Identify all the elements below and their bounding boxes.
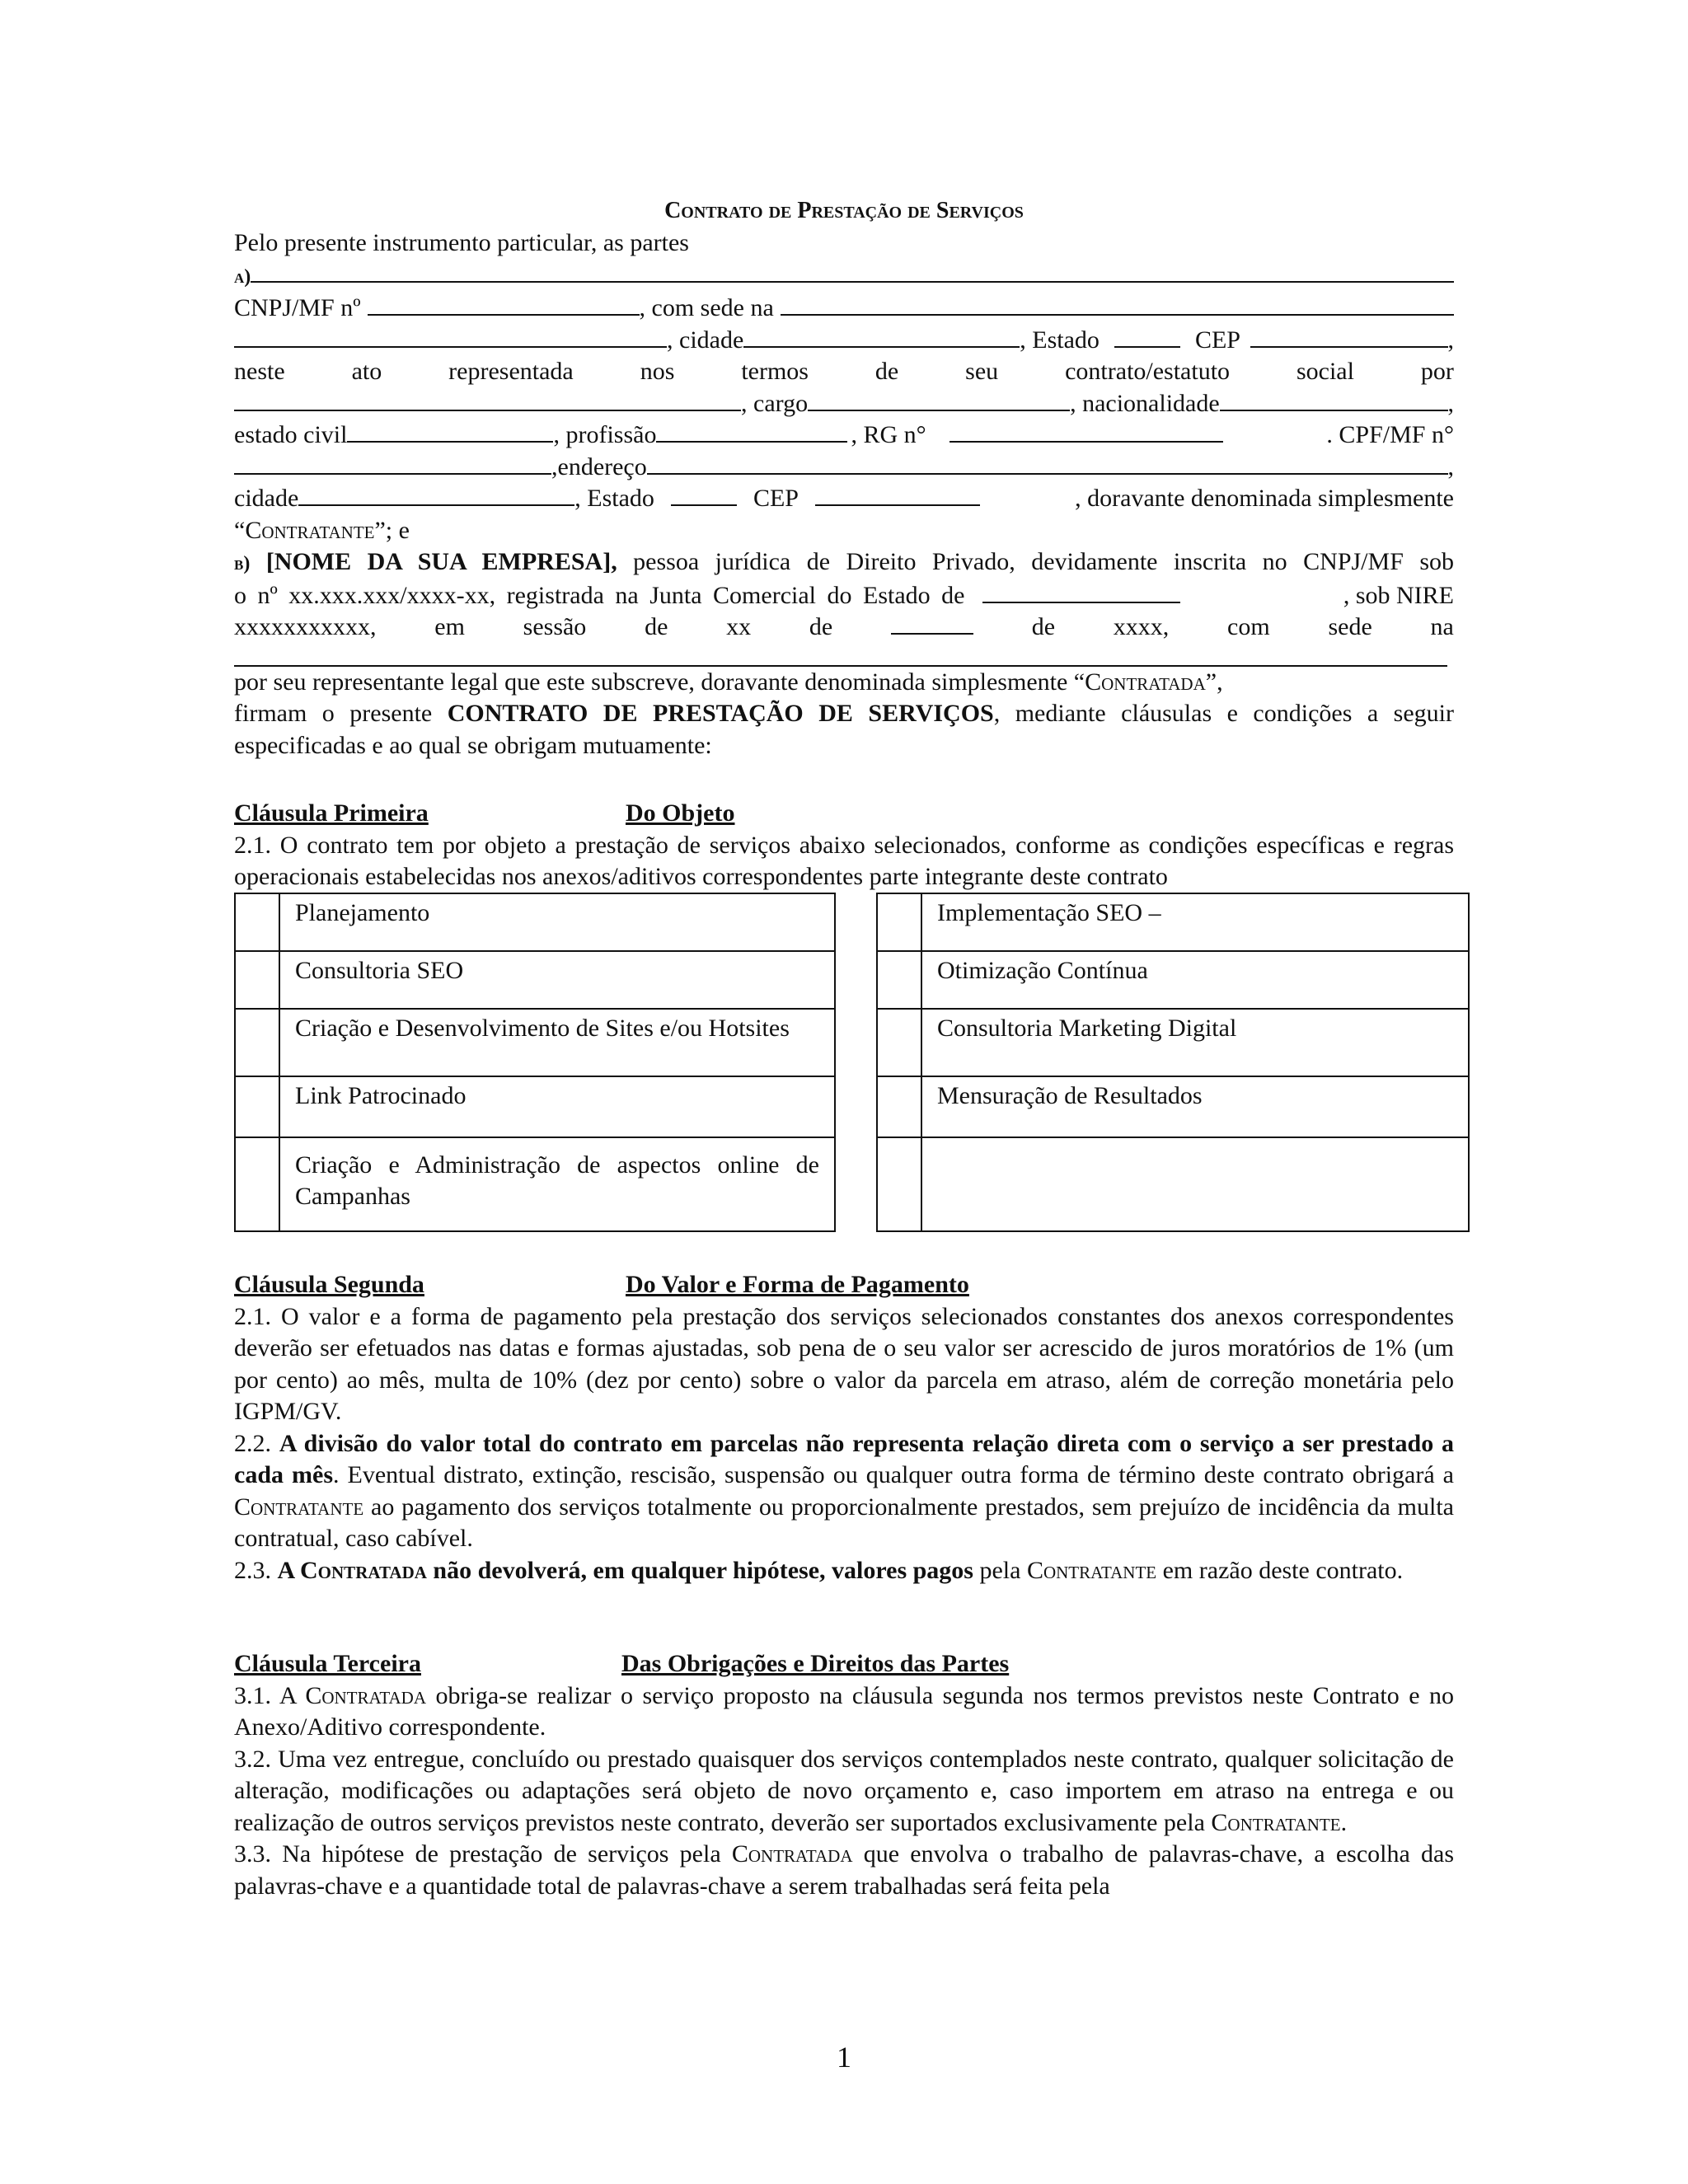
cpf-label: . CPF/MF n°: [1326, 421, 1454, 448]
word: de: [809, 613, 833, 640]
cnpj-label: CNPJ/MF nº: [234, 294, 361, 321]
party-a-name-field[interactable]: [251, 260, 1454, 283]
firmam-text: , mediante cláusulas e condições a seguir especificadas e ao qual se obrigam mutuamente:: [234, 700, 1454, 759]
clause-1: [234, 798, 1454, 893]
word: social: [1296, 358, 1354, 385]
services-table-left: [234, 893, 836, 1232]
bold-text: não devolverá, em qualquer hipótese, valores pagos: [426, 1556, 973, 1584]
service-label: Otimização Contínua: [921, 951, 1469, 1009]
paragraph-number: 2.3.: [234, 1556, 278, 1584]
quote: “: [234, 516, 246, 544]
party-b-line3: [234, 612, 1454, 644]
clause-label: Cláusula Primeira: [234, 799, 429, 827]
estado-field[interactable]: [671, 483, 737, 506]
party-b-line1: [234, 546, 1454, 580]
word: xxxx,: [1113, 613, 1170, 640]
representative-name-field[interactable]: [234, 388, 741, 411]
estado-civil-field[interactable]: [347, 419, 553, 443]
company-name: [NOME DA SUA EMPRESA],: [265, 548, 617, 575]
rg-field[interactable]: [950, 419, 1223, 443]
paragraph-text: . Eventual distrato, extinção, rescisão, suspensão ou qualquer outra forma de término deste contrato obrigará a: [333, 1461, 1454, 1488]
denomination-text: , doravante denominada simplesmente: [1075, 485, 1454, 512]
word: sessão: [523, 613, 587, 640]
service-label: Criação e Administração de aspectos online de Campanhas: [279, 1137, 835, 1231]
party-b-sede-line: [234, 644, 1454, 667]
contratada-term: Contratada: [1085, 668, 1206, 696]
paragraph-text: em razão deste contrato.: [1156, 1556, 1404, 1584]
civil-line: [234, 419, 1454, 452]
word: de: [874, 358, 899, 385]
word: contrato/estatuto: [1065, 358, 1231, 385]
quote-close: ”; e: [374, 516, 410, 544]
clause-title: Do Objeto: [626, 799, 735, 827]
bold-text: A: [277, 1556, 301, 1584]
service-label: Consultoria SEO: [279, 951, 835, 1009]
estado-junta-field[interactable]: [982, 580, 1180, 603]
party-b-marker: b): [234, 553, 251, 574]
party-b-text: o nº xx.xxx.xxx/xxxx-xx, registrada na Junta Comercial do Estado de: [234, 581, 965, 609]
service-label: [921, 1137, 1469, 1231]
cargo-label: , cargo: [741, 389, 809, 417]
address-field[interactable]: [234, 325, 667, 348]
paragraph-text: .: [1340, 1808, 1348, 1836]
service-label: Mensuração de Resultados: [921, 1076, 1469, 1137]
cidade-field[interactable]: [298, 483, 574, 506]
estado-civil-label: estado civil: [234, 421, 348, 448]
word: de: [1031, 613, 1056, 640]
word: termos: [741, 358, 809, 385]
address-line: [234, 452, 1454, 484]
word: xxxxxxxxxxx,: [234, 613, 377, 640]
contract-name: CONTRATO DE PRESTAÇÃO DE SERVIÇOS: [447, 700, 994, 727]
clause-title: Do Valor e Forma de Pagamento: [626, 1271, 969, 1298]
paragraph-number: 2.2.: [234, 1429, 279, 1457]
cep-label: CEP: [753, 485, 799, 512]
service-checkbox[interactable]: [877, 1009, 921, 1076]
comma: ,: [1447, 389, 1454, 417]
clause-title: Das Obrigações e Direitos das Partes: [621, 1650, 1010, 1677]
sede-field[interactable]: [781, 293, 1454, 316]
service-checkbox[interactable]: [877, 1137, 921, 1231]
service-checkbox[interactable]: [235, 893, 279, 951]
clause-2: [234, 1269, 1454, 1586]
profissao-field[interactable]: [656, 419, 847, 443]
paragraph-text: ao pagamento dos serviços totalmente ou proporcionalmente prestados, sem prejuízo de incidência da multa contratual, caso cabível.: [234, 1493, 1454, 1552]
service-checkbox[interactable]: [235, 1137, 279, 1231]
party-b-representative-line: [234, 667, 1454, 699]
comma: ,: [1447, 326, 1454, 354]
estado-field[interactable]: [1114, 325, 1180, 348]
document-title: Contrato de Prestação de Serviços: [664, 198, 1024, 223]
city-denomination-line: [234, 483, 1454, 515]
representative-line: [234, 388, 1454, 420]
service-checkbox[interactable]: [235, 1076, 279, 1137]
party-a-marker: a): [234, 265, 251, 288]
service-checkbox[interactable]: [877, 951, 921, 1009]
word: por: [1420, 358, 1454, 385]
contratante-term: Contratante: [234, 1493, 364, 1521]
clause-1-heading: [234, 798, 1454, 830]
word: neste: [234, 358, 285, 385]
word: de: [645, 613, 668, 640]
page-number: 1: [837, 2041, 851, 2074]
contratante-term: Contratante: [245, 516, 375, 544]
paragraph-text: 3.2. Uma vez entregue, concluído ou prestado quaisquer dos serviços contemplados neste contrato, qualquer solicitação de alteração, modificações ou adaptações será objeto de novo orçamento e, caso importem em atraso na entrega e ou realização de outros serviços previstos neste contrato, deverão ser suportados exclusivamente pela: [234, 1745, 1454, 1836]
estado-label: , Estado: [574, 485, 654, 512]
service-label: Implementação SEO –: [921, 893, 1469, 951]
nacionalidade-label: , nacionalidade: [1070, 389, 1220, 417]
contratada-term: Contratada: [300, 1556, 427, 1584]
comma: ,: [1447, 452, 1454, 480]
nacionalidade-field[interactable]: [1220, 388, 1448, 411]
endereco-label: ,endereço: [551, 452, 647, 480]
paragraph-text: 3.3. Na hipótese de prestação de serviços pela: [234, 1840, 732, 1868]
service-label: Link Patrocinado: [279, 1076, 835, 1137]
clause-3-paragraph-3: [234, 1839, 1454, 1902]
cnpj-field[interactable]: [368, 293, 640, 316]
cidade-field[interactable]: [743, 325, 1020, 348]
parties-section: [234, 227, 1454, 762]
service-checkbox[interactable]: [877, 893, 921, 951]
nire-label: , sob NIRE: [1343, 581, 1454, 609]
clause-2-paragraph-2: [234, 1428, 1454, 1555]
word: representada: [448, 358, 574, 385]
firmam-text: firmam o presente: [234, 700, 448, 727]
service-checkbox[interactable]: [235, 951, 279, 1009]
word: seu: [965, 358, 999, 385]
endereco-field[interactable]: [647, 452, 1448, 475]
clause-2-paragraph-1: 2.1. O valor e a forma de pagamento pela prestação dos serviços selecionados constantes dos anexos correspondentes deverão ser efetuados nas datas e formas ajustadas, sob pena de o seu valor ser acrescido de juros moratórios de 1% (um por cento) ao mês, multa de 10% (dez por cento) sobre o valor da parcela em atraso, além de correção monetária pelo IGPM/GV.: [234, 1302, 1454, 1425]
clause-3: [234, 1648, 1454, 1902]
clause-2-paragraph-3: [234, 1555, 1454, 1587]
rg-label: , RG n°: [851, 421, 926, 448]
cidade-label: , cidade: [667, 326, 744, 354]
paragraph-text: 3.1. A: [234, 1681, 306, 1709]
party-b-line2: [234, 580, 1454, 612]
estado-label: , Estado: [1020, 326, 1100, 354]
party-b-text: por seu representante legal que este subscreve, doravante denominada simplesmente “: [234, 668, 1085, 696]
service-label: Planejamento: [279, 893, 835, 951]
month-field[interactable]: [891, 612, 973, 635]
profissao-label: , profissão: [553, 421, 657, 448]
word: sede: [1328, 613, 1372, 640]
bold-text: A divisão do valor total do contrato em parcelas não representa relação direta com o serviço a ser prestado a cada mês: [234, 1429, 1455, 1488]
word: na: [1430, 613, 1454, 640]
services-table-right: [876, 893, 1470, 1232]
service-checkbox[interactable]: [235, 1009, 279, 1076]
cargo-field[interactable]: [808, 388, 1070, 411]
clause-2-heading: [234, 1269, 1454, 1301]
party-b-text: ”,: [1205, 668, 1223, 696]
paragraph-text: pela: [973, 1556, 1027, 1584]
clause-3-heading: [234, 1648, 1454, 1680]
word: em: [434, 613, 465, 640]
party-b-sede-field[interactable]: [234, 644, 1447, 667]
word: com: [1227, 613, 1270, 640]
cep-field[interactable]: [815, 483, 980, 506]
cep-field[interactable]: [1250, 325, 1448, 348]
sede-label: , com sede na: [639, 294, 774, 321]
contratada-term: Contratada: [305, 1681, 426, 1709]
word: ato: [351, 358, 382, 385]
intro-text: Pelo presente instrumento particular, as partes: [234, 229, 689, 256]
paragraph-text: que envolva o trabalho de palavras-chave, a escolha das palavras-chave e a quantidade total de palavras-chave a serem trabalhadas será feita pela: [234, 1840, 1454, 1900]
party-a-city-line: [234, 325, 1454, 357]
clause-label: Cláusula Terceira: [234, 1650, 421, 1677]
clause-1-paragraph: 2.1. O contrato tem por objeto a prestação de serviços abaixo selecionados, conforme as condições específicas e regras operacionais estabelecidas nos anexos/aditivos correspondentes parte integrante deste contrato: [234, 831, 1454, 890]
representation-line: [234, 356, 1454, 388]
party-a-line: [234, 260, 1454, 293]
word: xx: [726, 613, 752, 640]
contratante-line: [234, 515, 1454, 547]
contratante-term: Contratante: [1026, 1556, 1157, 1584]
party-b-text: pessoa jurídica de Direito Privado, devidamente inscrita no CNPJ/MF sob: [617, 548, 1455, 575]
cidade-label: cidade: [234, 485, 299, 512]
contratante-term: Contratante: [1211, 1808, 1341, 1836]
contratada-term: Contratada: [731, 1840, 853, 1868]
service-label: Criação e Desenvolvimento de Sites e/ou Hotsites: [279, 1009, 835, 1076]
clause-3-paragraph-1: [234, 1680, 1454, 1744]
word: nos: [640, 358, 675, 385]
paragraph-text: obriga-se realizar o serviço proposto na cláusula segunda nos termos previstos neste Contrato e no Anexo/Aditivo correspondente.: [234, 1681, 1455, 1741]
cep-label: CEP: [1194, 326, 1240, 354]
service-label: Consultoria Marketing Digital: [921, 1009, 1469, 1076]
firmam-paragraph: [234, 698, 1454, 762]
clause-3-paragraph-2: [234, 1744, 1454, 1840]
service-checkbox[interactable]: [877, 1076, 921, 1137]
party-a-cnpj-line: [234, 293, 1454, 325]
cpf-field[interactable]: [234, 452, 551, 475]
clause-label: Cláusula Segunda: [234, 1271, 424, 1298]
